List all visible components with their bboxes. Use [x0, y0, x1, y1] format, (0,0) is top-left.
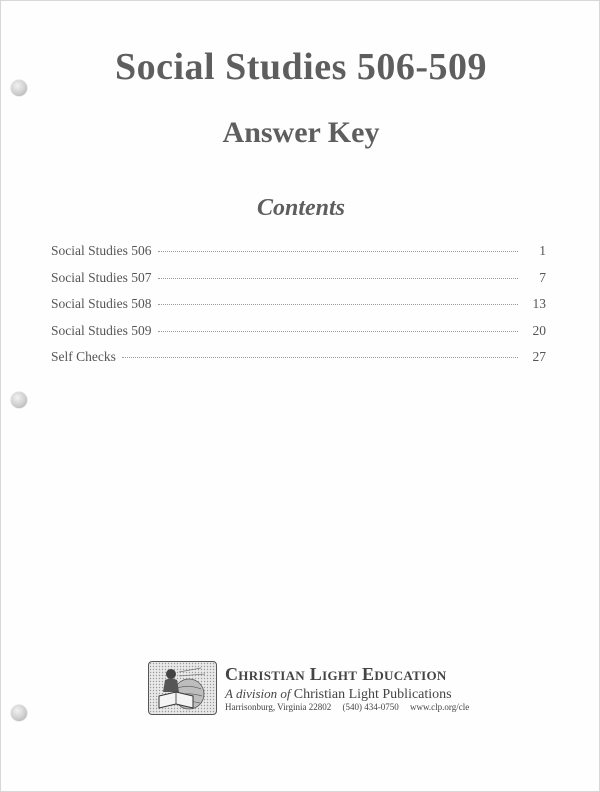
dot-leader [158, 303, 519, 305]
publisher-division [225, 686, 452, 703]
dot-leader [158, 277, 519, 279]
toc-entry-page: 20 [532, 322, 546, 338]
toc-entry-label: Social Studies 509 [51, 322, 152, 338]
toc-entry [51, 349, 546, 376]
contents-heading: Contents [256, 195, 346, 221]
binder-hole-icon [11, 705, 27, 721]
document-title: Social Studies 506-509 [114, 46, 488, 88]
toc-entry-page: 7 [539, 269, 546, 285]
publisher-address: Harrisonburg, Virginia 22802 [225, 702, 332, 712]
publisher-contact [225, 702, 478, 712]
division-name: Christian Light Publications [293, 687, 452, 702]
toc-entry-label: Self Checks [51, 349, 116, 364]
document-subtitle: Answer Key [222, 116, 380, 149]
publisher-phone: (540) 434-0750 [342, 702, 399, 712]
publisher-name [225, 664, 447, 685]
toc-entry [51, 323, 546, 350]
toc-entry [51, 296, 546, 323]
dot-leader [158, 330, 519, 332]
dot-leader [158, 250, 519, 252]
binder-hole-icon [11, 392, 27, 408]
publisher-logo-icon [148, 661, 217, 715]
toc-entry-page: 27 [532, 349, 546, 364]
division-prefix: A division of [225, 686, 291, 701]
toc-entry-label: Social Studies 507 [51, 269, 152, 285]
toc-entry-label: Social Studies 508 [51, 296, 152, 311]
publisher-website: www.clp.org/cle [409, 702, 470, 712]
toc-entry-label: Social Studies 506 [51, 243, 152, 258]
dot-leader [122, 356, 518, 358]
publisher-name-text: Christian Light Education [225, 664, 447, 684]
toc-entry-page: 13 [532, 296, 546, 311]
toc-entry [51, 243, 546, 270]
toc-entry-page: 1 [539, 243, 546, 258]
table-of-contents [51, 243, 546, 376]
toc-entry [51, 270, 546, 297]
